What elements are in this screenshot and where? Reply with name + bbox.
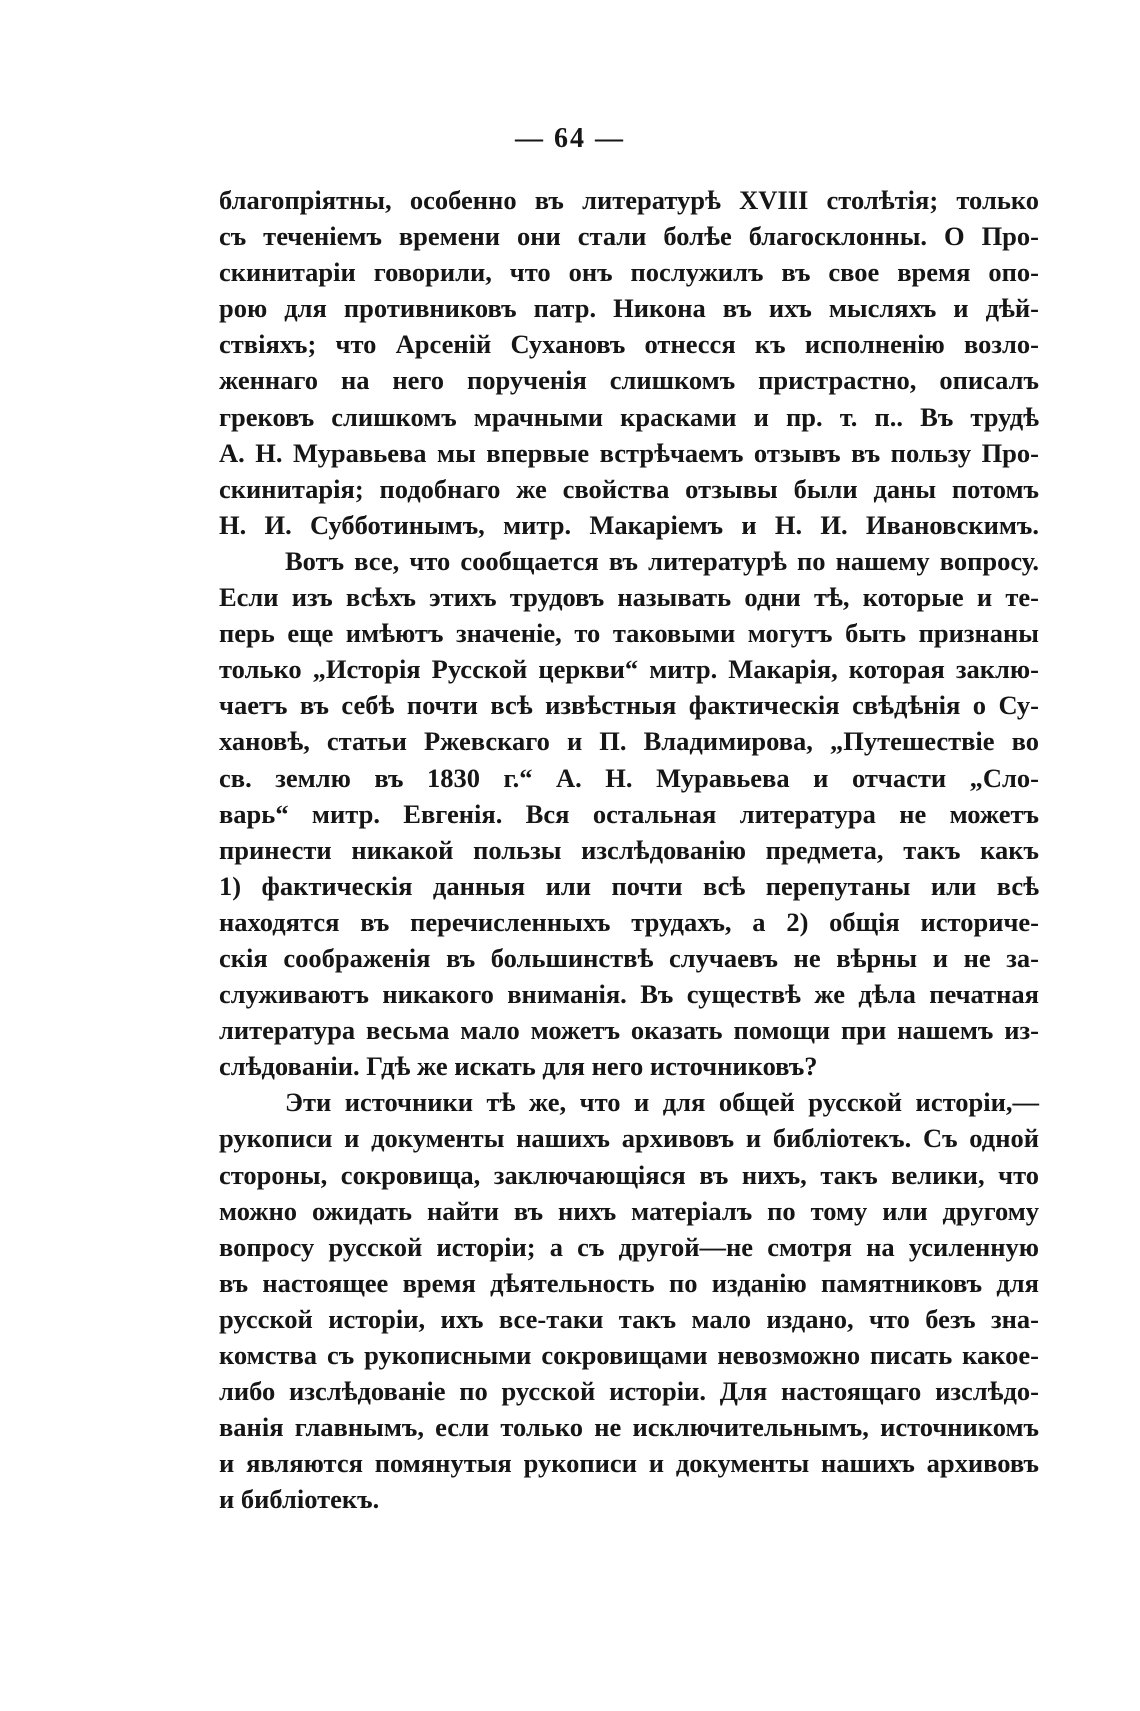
text-line: и являются помянутыя рукописи и документы нашихъ архивовъ	[219, 1448, 1039, 1479]
text-line: скинитарія; подобнаго же свойства отзывы были даны потомъ	[219, 473, 1039, 504]
text-line: Н. И. Субботинымъ, митр. Макаріемъ и Н. И. Ивановскимъ.	[219, 509, 1039, 540]
text-line: въ настоящее время дѣятельность по изданію памятниковъ для	[219, 1267, 1039, 1298]
text-line: Если изъ всѣхъ этихъ трудовъ называть одни тѣ, которые и те-	[219, 582, 1039, 613]
text-line: варь“ митр. Евгенія. Вся остальная литература не можетъ	[219, 798, 1039, 829]
text-line: находятся въ перечисленныхъ трудахъ, а 2) общія историче-	[219, 906, 1039, 937]
text-line: А. Н. Муравьева мы впервые встрѣчаемъ отзывъ въ пользу Про-	[219, 437, 1039, 468]
text-line: слѣдованіи. Гдѣ же искать для него источниковъ?	[219, 1051, 818, 1082]
text-line: только „Исторія Русской церкви“ митр. Макарія, которая заклю-	[219, 654, 1039, 685]
text-line: чаетъ въ себѣ почти всѣ извѣстныя фактическія свѣдѣнія о Су-	[219, 690, 1039, 721]
text-line: принести никакой пользы изслѣдованію предмета, такъ какъ	[219, 834, 1039, 865]
text-line: рукописи и документы нашихъ архивовъ и библіотекъ. Съ одной	[219, 1123, 1039, 1154]
text-line: перь еще имѣютъ значеніе, то таковыми могутъ быть признаны	[219, 618, 1039, 649]
text-line: Вотъ все, что сообщается въ литературѣ по нашему вопросу.	[285, 545, 1039, 576]
text-line: литература весьма мало можетъ оказать помощи при нашемъ из-	[219, 1015, 1039, 1046]
text-line: ствіяхъ; что Арсеній Сухановъ отнесся къ исполненію возло-	[219, 329, 1039, 360]
text-line: женнаго на него порученія слишкомъ пристрастно, описалъ	[219, 365, 1039, 396]
text-line: 1) фактическія данныя или почти всѣ перепутаны или всѣ	[219, 870, 1039, 901]
body-text	[219, 182, 1039, 1517]
text-line: св. землю въ 1830 г.“ А. Н. Муравьева и отчасти „Сло-	[219, 762, 1039, 793]
text-line: русской исторіи, ихъ все-таки такъ мало издано, что безъ зна-	[219, 1303, 1039, 1334]
text-line: и библіотекъ.	[219, 1484, 380, 1515]
text-line: либо изслѣдованіе по русской исторіи. Для настоящаго изслѣдо-	[219, 1376, 1039, 1407]
text-line: можно ожидать найти въ нихъ матеріалъ по тому или другому	[219, 1195, 1039, 1226]
text-line: комства съ рукописными сокровищами невозможно писать какое-	[219, 1340, 1039, 1370]
paragraph-1	[219, 182, 1039, 543]
paragraph-3	[219, 1084, 1039, 1517]
text-line: Эти источники тѣ же, что и для общей русской исторіи,—	[285, 1087, 1039, 1118]
text-line: скинитаріи говорили, что онъ послужилъ въ свое время опо-	[219, 257, 1039, 288]
text-line: ванія главнымъ, если только не исключительнымъ, источникомъ	[219, 1412, 1039, 1443]
text-line: стороны, сокровища, заключающіяся въ нихъ, такъ велики, что	[219, 1159, 1039, 1190]
text-line: скія соображенія въ большинствѣ случаевъ не вѣрны и не за-	[219, 942, 1039, 973]
text-line: вопросу русской исторіи; а съ другой—не смотря на усиленную	[219, 1231, 1039, 1262]
text-line: съ теченіемъ времени они стали болѣе благосклонны. О Про-	[219, 221, 1039, 252]
text-line: грековъ слишкомъ мрачными красками и пр. т. п.. Въ трудѣ	[219, 401, 1039, 432]
paragraph-2	[219, 543, 1039, 1084]
page-number: — 64 —	[515, 123, 625, 154]
text-line: благопріятны, особенно въ литературѣ XVIII столѣтія; только	[219, 185, 1039, 215]
text-line: служиваютъ никакого вниманія. Въ существѣ же дѣла печатная	[219, 979, 1039, 1010]
text-line: хановѣ, статьи Ржевскаго и П. Владимирова, „Путешествіе во	[219, 726, 1039, 757]
text-line: рою для противниковъ патр. Никона въ ихъ мысляхъ и дѣй-	[219, 293, 1039, 324]
